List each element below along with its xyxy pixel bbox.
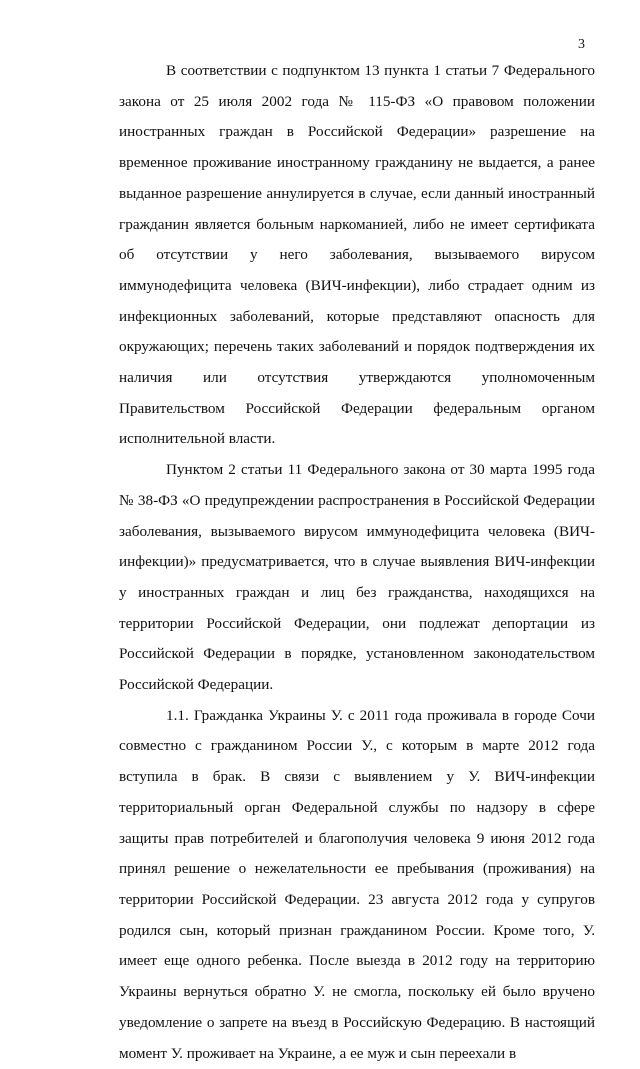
- page-number: 3: [578, 37, 585, 52]
- paragraph-legal-basis-38fz: Пунктом 2 статьи 11 Федерального закона от 30 марта 1995 года № 38-ФЗ «О предупреждении распространения в Российской Федерации заболевания, вызываемого вирусом иммунодефицита человека (ВИЧ-инфекции)» предусматривается, что в случае выявления ВИЧ-инфекции у иностранных граждан и лиц без гражданства, находящихся на территории Российской Федерации, они подлежат депортации из Российской Федерации в порядке, установленном законодательством Российской Федерации.: [119, 461, 595, 694]
- paragraph-case-1-1: 1.1. Гражданка Украины У. с 2011 года проживала в городе Сочи совместно с гражданином России У., с которым в марте 2012 года вступила в брак. В связи с выявлением у У. ВИЧ-инфекции территориальный орган Федеральной службы по надзору в сфере защиты прав потребителей и благополучия человека 9 июня 2012 года принял решение о нежелательности ее пребывания (проживания) на территории Российской Федерации. 23 августа 2012 года у супругов родился сын, который признан гражданином России. Кроме того, У. имеет еще одного ребенка. После выезда в 2012 году на территорию Украины вернуться обратно У. не смогла, поскольку ей было вручено уведомление о запрете на въезд в Российскую Федерацию. В настоящий момент У. проживает на Украине, а ее муж и сын переехали в: [119, 706, 595, 1062]
- paragraph-legal-basis-115fz: В соответствии с подпунктом 13 пункта 1 статьи 7 Федерального закона от 25 июля 2002 года № 115-ФЗ «О правовом положении иностранных граждан в Российской Федерации» разрешение на временное проживание иностранному гражданину не выдается, а ранее выданное разрешение аннулируется в случае, если данный иностранный гражданин является больным наркоманией, либо не имеет сертификата об отсутствии у него заболевания, вызываемого вирусом иммунодефицита человека (ВИЧ-инфекции), либо страдает одним из инфекционных заболеваний, которые представляют опасность для окружающих; перечень таких заболеваний и порядок подтверждения их наличия или отсутствия утверждаются уполномоченным Правительством Российской Федерации федеральным органом исполнительной власти.: [119, 62, 595, 448]
- document-body: [119, 56, 595, 1069]
